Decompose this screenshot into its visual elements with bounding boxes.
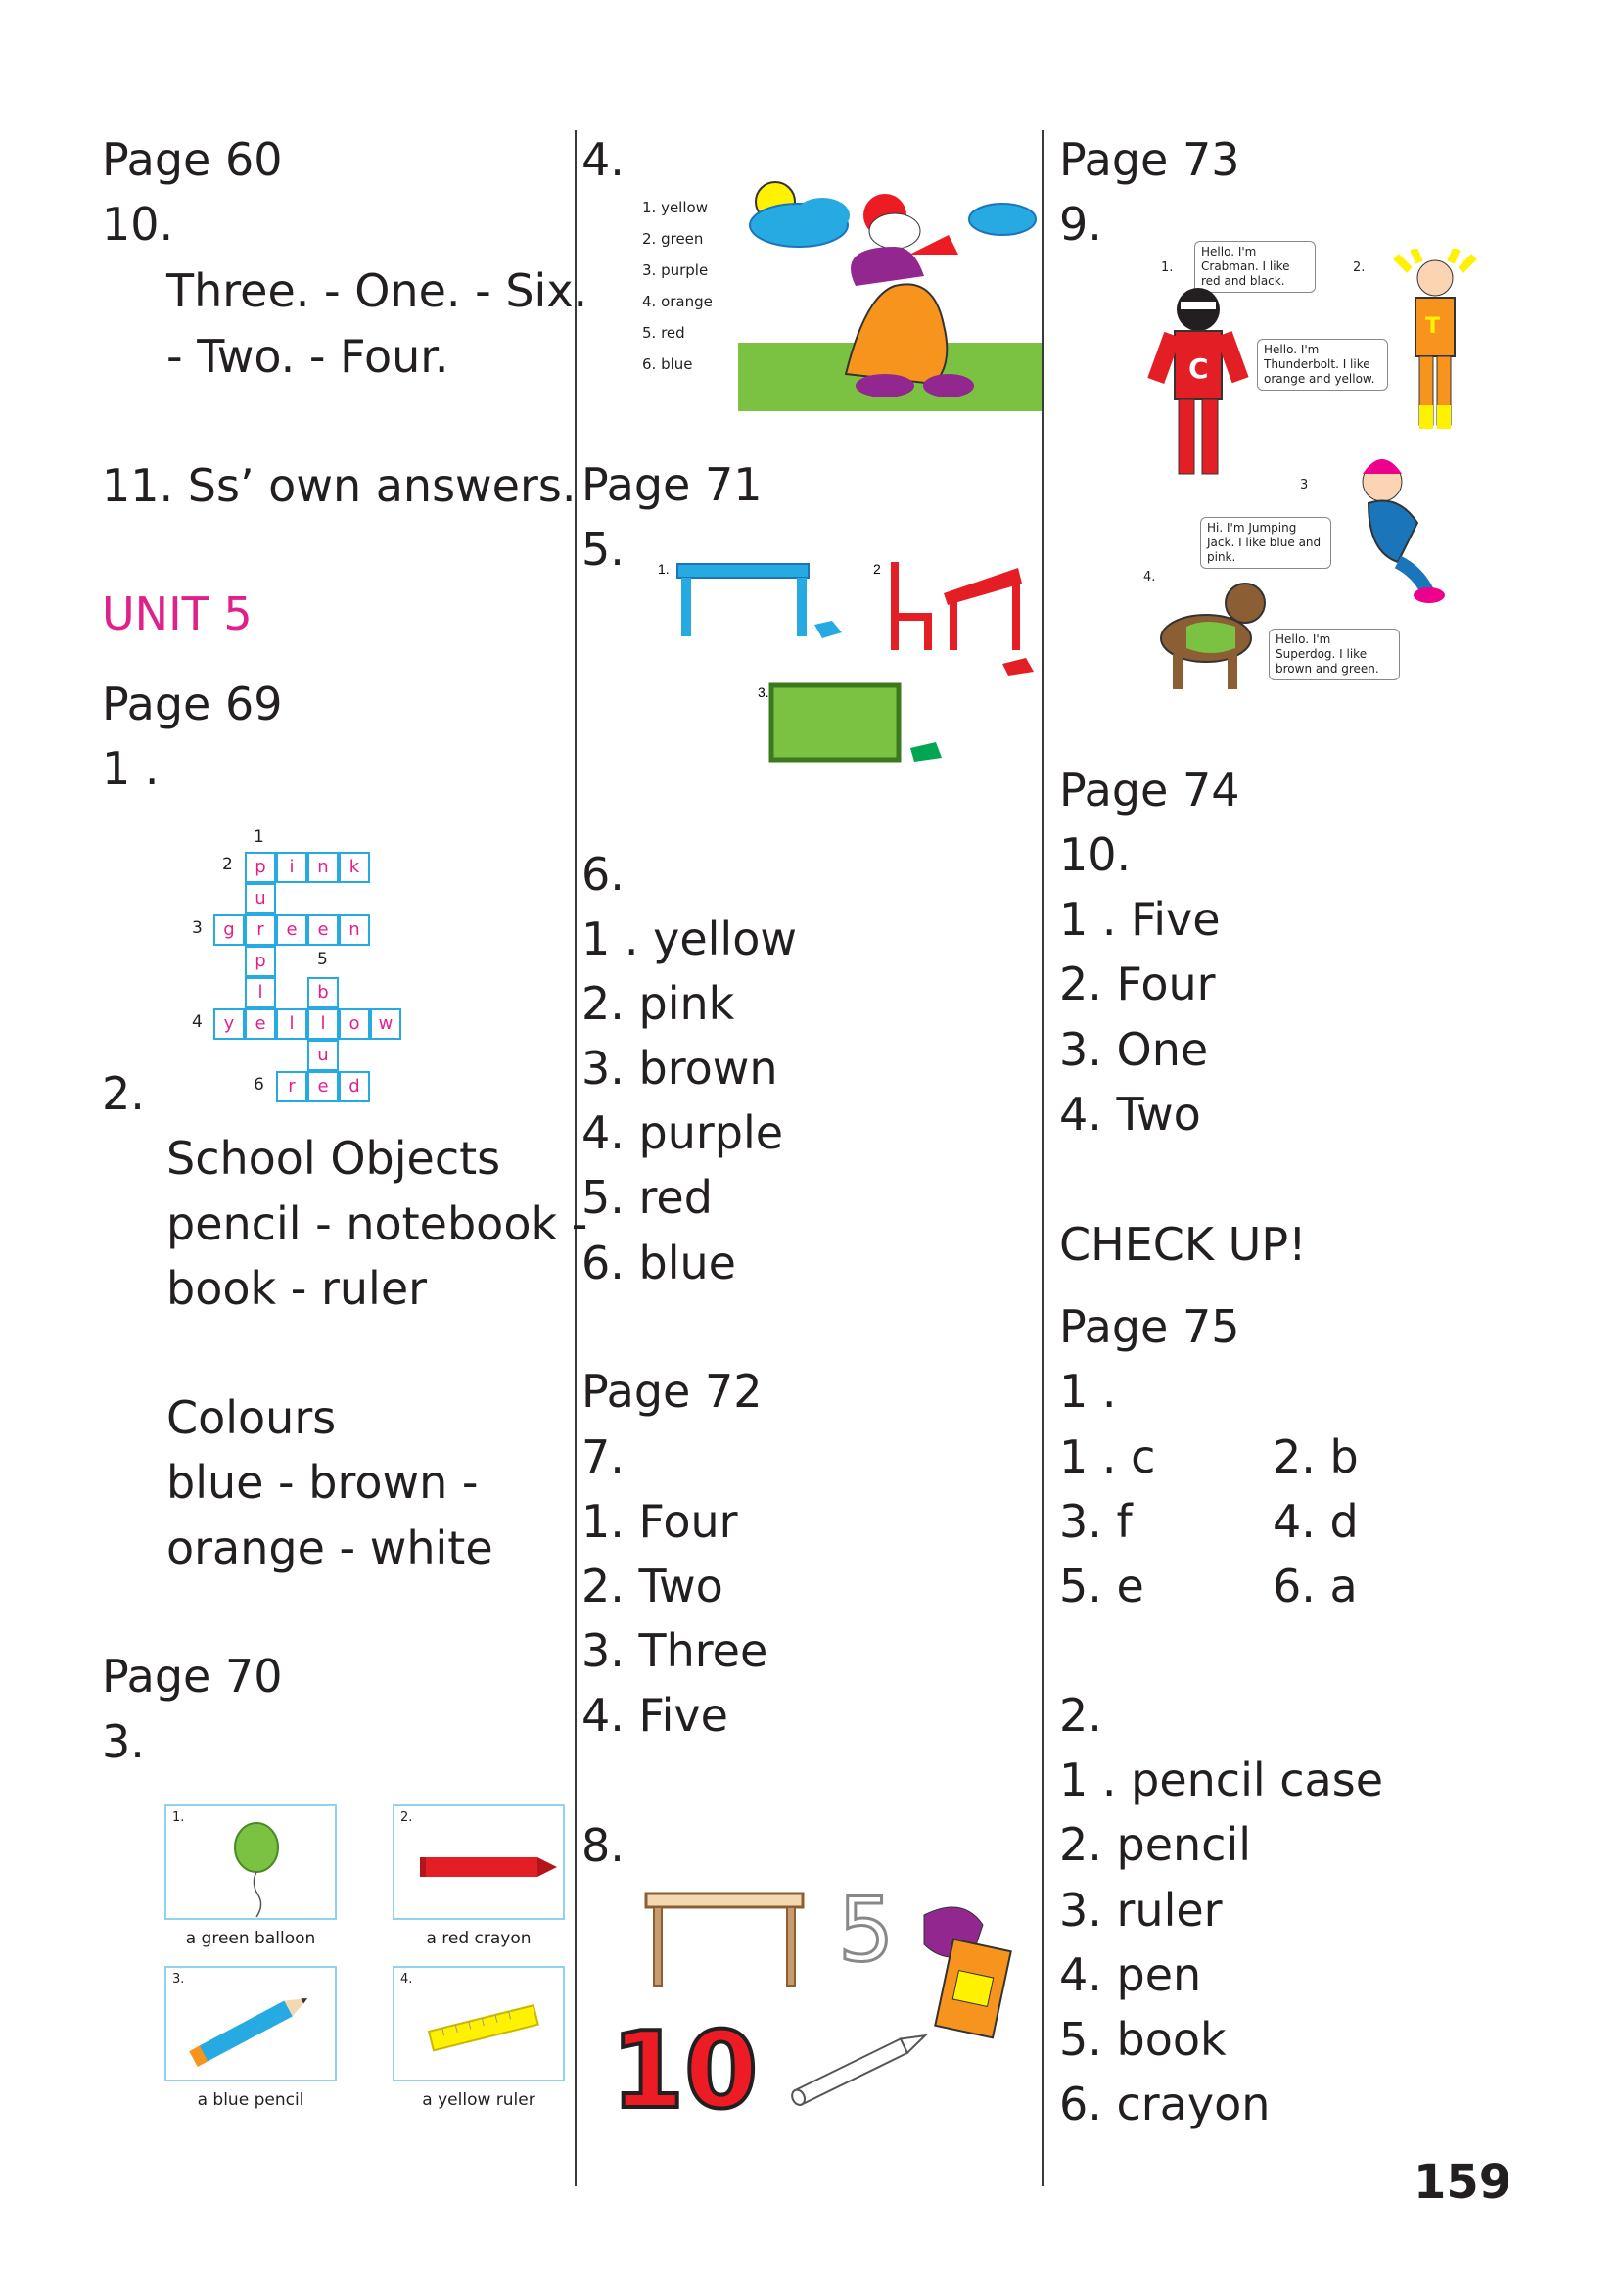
picture-box-crayon <box>393 1804 565 1920</box>
crossword-cell: y <box>213 1008 245 1040</box>
speech-bubble: Hi. I'm Jumping Jack. I like blue and pink. <box>1200 517 1331 569</box>
match-answer: 3. f <box>1059 1495 1133 1548</box>
picture-caption: a red crayon <box>426 1929 532 1948</box>
heading-page-70: Page 70 <box>102 1650 283 1703</box>
crossword-cell: g <box>213 914 245 946</box>
picture-number: 4. <box>400 1972 413 1987</box>
crossword-cell: l <box>307 1008 339 1040</box>
furniture-number: 2 <box>873 561 881 577</box>
speech-bubble: Hello. I'm Thunderbolt. I like orange and yellow. <box>1257 339 1388 391</box>
balloon-icon <box>166 1806 339 1922</box>
crossword-cell: b <box>307 977 339 1008</box>
answer-11: 11. Ss’ own answers. <box>102 459 577 512</box>
colour-list-item: 2. green <box>642 230 704 248</box>
picture-caption: a blue pencil <box>197 2090 304 2110</box>
clown-scene-illustration <box>738 168 1042 411</box>
crossword-number: 3 <box>192 918 203 938</box>
answer-10-item: 1 . Five <box>1059 893 1221 946</box>
answer-6-item: 4. purple <box>581 1106 784 1159</box>
thunderbolt-figure <box>1380 249 1488 444</box>
characters-illustration <box>1124 235 1496 695</box>
number-five: 5 <box>838 1879 895 1982</box>
check-up-heading: CHECK UP! <box>1059 1218 1307 1271</box>
answer-7-item: 3. Three <box>581 1624 768 1677</box>
colour-list-item: 3. purple <box>642 261 709 279</box>
page-number: 159 <box>1414 2155 1512 2210</box>
speech-bubble: Hello. I'm Crabman. I like red and black. <box>1194 241 1316 293</box>
picture-number: 2. <box>400 1810 413 1825</box>
answer-2-item: 5. book <box>1059 2013 1227 2066</box>
heading-page-75: Page 75 <box>1059 1300 1240 1353</box>
ruler-icon <box>394 1968 567 2083</box>
heading-page-72: Page 72 <box>581 1365 763 1418</box>
answer-10-line-2: - Two. - Four. <box>166 330 449 383</box>
question-5-number: 5. <box>581 523 625 576</box>
answer-10-item: 3. One <box>1059 1023 1209 1076</box>
answer-2-item: 6. crayon <box>1059 2078 1271 2130</box>
crossword-cell: u <box>307 1040 339 1071</box>
answer-10-item: 2. Four <box>1059 958 1216 1010</box>
crossword-cell: l <box>276 1008 307 1040</box>
heading-page-74: Page 74 <box>1059 764 1240 817</box>
question-3-number: 3. <box>102 1715 145 1768</box>
jumping-jack-figure <box>1323 448 1461 605</box>
answer-7-item: 1. Four <box>581 1495 738 1548</box>
heading-page-60: Page 60 <box>102 133 283 186</box>
picture-box-balloon <box>164 1804 337 1920</box>
match-answer: 6. a <box>1273 1560 1358 1613</box>
crossword-cell: w <box>370 1008 401 1040</box>
furniture-number: 1. <box>658 561 670 577</box>
question-1-number: 1 . <box>102 742 160 795</box>
answer-6-item: 6. blue <box>581 1237 736 1289</box>
picture-caption: a green balloon <box>185 1929 316 1948</box>
crossword-cell: e <box>245 1008 276 1040</box>
column-divider-right <box>1042 130 1044 2186</box>
heading-page-71: Page 71 <box>581 458 763 511</box>
match-answer: 1 . c <box>1059 1430 1156 1483</box>
crayon-icon <box>394 1806 567 1922</box>
colour-list-item: 6. blue <box>642 355 693 373</box>
answer-6-item: 5. red <box>581 1171 713 1224</box>
crabman-figure <box>1143 280 1251 486</box>
colours-line-1: blue - brown - <box>166 1456 479 1509</box>
pencil-icon <box>166 1968 339 2083</box>
answer-10-item: 4. Two <box>1059 1088 1201 1141</box>
svg-text:C: C <box>1188 352 1209 385</box>
unit-heading: UNIT 5 <box>102 587 253 640</box>
picture-box-ruler <box>393 1966 565 2081</box>
school-objects-title: School Objects <box>166 1132 501 1185</box>
superdog-figure <box>1137 570 1275 697</box>
crossword-number: 6 <box>254 1075 264 1095</box>
answer-2-item: 4. pen <box>1059 1948 1202 2001</box>
crossword-cell: r <box>245 914 276 946</box>
question-4-number: 4. <box>581 133 625 186</box>
colour-list <box>642 192 713 380</box>
colour-list-item: 1. yellow <box>642 199 708 216</box>
crossword-number: 1 <box>254 827 264 847</box>
crossword-cell: i <box>276 852 307 883</box>
answer-6-item: 3. brown <box>581 1042 778 1095</box>
crossword-cell: e <box>307 914 339 946</box>
colour-list-item: 4. orange <box>642 293 713 310</box>
answer-2-item: 2. pencil <box>1059 1818 1252 1871</box>
crossword-cell: d <box>339 1071 370 1102</box>
colours-title: Colours <box>166 1391 337 1444</box>
answer-2-item: 3. ruler <box>1059 1884 1223 1937</box>
picture-caption: a yellow ruler <box>422 2090 535 2110</box>
answer-2-item: 1 . pencil case <box>1059 1753 1384 1806</box>
match-answer: 4. d <box>1273 1495 1359 1548</box>
question-10-number: 10. <box>102 198 174 251</box>
character-number: 4. <box>1143 570 1156 584</box>
colour-list-item: 5. red <box>642 324 685 342</box>
answer-7-item: 2. Two <box>581 1560 723 1613</box>
question-7-number: 7. <box>581 1430 625 1483</box>
number-ten: 10 <box>611 2010 759 2121</box>
crossword-number: 4 <box>192 1012 203 1032</box>
school-objects-line-2: book - ruler <box>166 1262 428 1315</box>
question-1-number: 1 . <box>1059 1365 1117 1418</box>
picture-box-pencil <box>164 1966 337 2081</box>
question-9-number: 9. <box>1059 198 1102 251</box>
character-number: 2. <box>1353 260 1366 275</box>
answer-6-item: 2. pink <box>581 977 735 1030</box>
question-2-number: 2. <box>102 1067 145 1120</box>
answer-7-item: 4. Five <box>581 1689 728 1742</box>
svg-text:T: T <box>1425 314 1441 339</box>
question-8-number: 8. <box>581 1819 625 1872</box>
answer-10-line-1: Three. - One. - Six. <box>166 264 588 317</box>
crossword-number: 5 <box>317 950 328 969</box>
crossword-cell: p <box>245 852 276 883</box>
heading-page-69: Page 69 <box>102 678 283 730</box>
character-number: 1. <box>1161 260 1174 275</box>
crossword-cell: l <box>245 977 276 1008</box>
crossword-cell: n <box>307 852 339 883</box>
heading-page-73: Page 73 <box>1059 133 1240 186</box>
picture-number: 1. <box>172 1810 185 1825</box>
crossword-cell: n <box>339 914 370 946</box>
picture-number: 3. <box>172 1972 185 1987</box>
crossword-cell: e <box>307 1071 339 1102</box>
objects-illustration <box>611 1876 1032 2121</box>
column-divider-left <box>575 130 577 2186</box>
match-answer: 5. e <box>1059 1560 1144 1613</box>
answer-6-item: 1 . yellow <box>581 912 797 965</box>
speech-bubble: Hello. I'm Superdog. I like brown and green. <box>1269 629 1400 680</box>
furniture-number: 3. <box>758 684 769 700</box>
question-10-number: 10. <box>1059 828 1132 881</box>
school-objects-line-1: pencil - notebook - <box>166 1197 588 1250</box>
crossword-cell: p <box>245 946 276 977</box>
crossword-cell: u <box>245 883 276 914</box>
crossword-cell: r <box>276 1071 307 1102</box>
question-6-number: 6. <box>581 848 625 901</box>
character-number: 3 <box>1300 478 1309 492</box>
furniture-illustration <box>650 554 1042 779</box>
crossword-cell: k <box>339 852 370 883</box>
crossword-cell: o <box>339 1008 370 1040</box>
crossword-number: 2 <box>222 855 233 874</box>
match-answer: 2. b <box>1273 1430 1359 1483</box>
crossword-cell: e <box>276 914 307 946</box>
question-2-number: 2. <box>1059 1689 1102 1742</box>
colours-line-2: orange - white <box>166 1521 493 1574</box>
